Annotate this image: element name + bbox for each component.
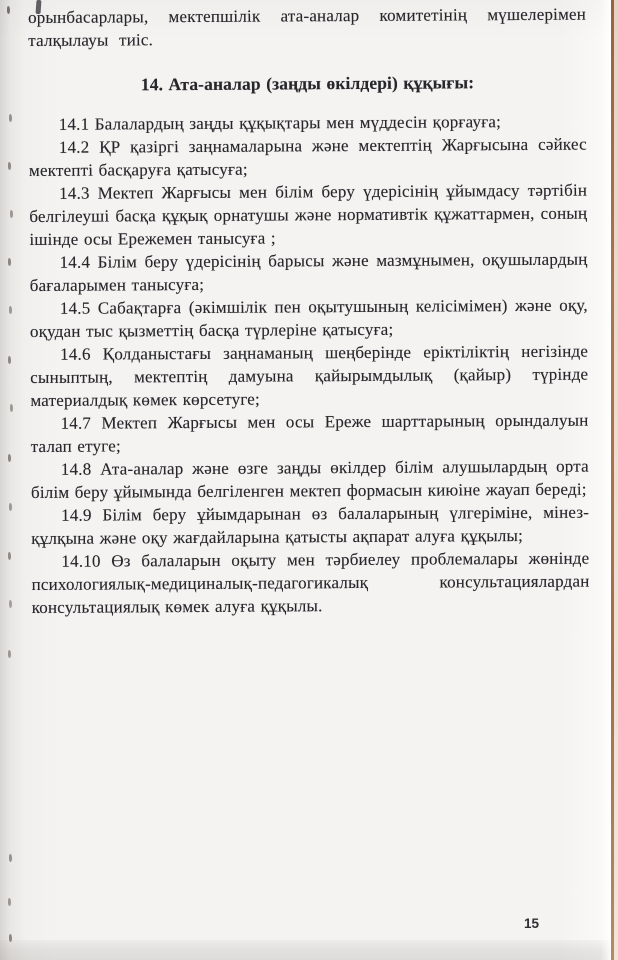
- clause-14-8: 14.8 Ата-аналар және өзге заңды өкілдер білім алушылардың орта білім беру ұйымында белгіленген мектеп формасын киюіне жауап береді;: [30, 456, 589, 502]
- paragraph-continuation: орынбасарлары, мектепшілік ата-аналар комитетінің мүшелерімен талқылауы тиіс.: [28, 4, 587, 50]
- page-text-block: [28, 3, 590, 619]
- page-number: 15: [524, 916, 540, 931]
- section-heading: 14. Ата-аналар (заңды өкілдері) құқығы:: [140, 72, 475, 95]
- clause-14-10: 14.10 Өз балаларын оқыту мен тәрбиелеу проблемалары жөнінде психологиялық-медициналық-педагогикалық консультациялардан консультациялық көмек алуға құқылы.: [31, 548, 590, 617]
- clause-14-1: 14.1 Балалардың заңды құқықтары мен мүддесін қорғауға;: [58, 112, 502, 134]
- clause-14-9: 14.9 Білім беру ұйымдарынан өз балаларының үлгеріміне, мінез-құлқына және оқу жағдайларына қатысты ақпарат алуға құқылы;: [31, 502, 590, 548]
- clause-14-7: 14.7 Мектеп Жарғысы мен осы Ереже шарттарының орындалуын талап етуге;: [30, 410, 589, 456]
- scan-bottom-shadow: [0, 940, 618, 960]
- page-edge-highlight: [601, 0, 611, 960]
- binding-marks: [7, 6, 10, 14]
- clause-14-2: 14.2 ҚР қазіргі заңнамаларына және мектептің Жарғысына сәйкес мектепті басқаруға қатысуға;: [28, 134, 587, 180]
- clause-14-4: 14.4 Білім беру үдерісінің барысы және мазмұнымен, оқушылардың бағаларымен танысуға;: [29, 249, 588, 295]
- book-edge-outer: [614, 0, 618, 960]
- clause-14-5: 14.5 Сабақтарға (әкімшілік пен оқытушының келісімімен) және оқу, оқудан тыс қызметтің басқа түрлеріне қатысуға;: [29, 295, 588, 341]
- clause-14-3: 14.3 Мектеп Жарғысы мен білім беру үдерісінің ұйымдасу тәртібін белгілеуші басқа құқық орнатушы және нормативтік құжаттармен, соның ішінде осы Ережемен танысуға ;: [29, 180, 588, 249]
- clause-14-6: 14.6 Қолданыстағы заңнаманың шеңберінде еріктіліктің негізінде сыныптың, мектептің дамуына қайырымдылық (қайыр) түрінде материалдық көмек көрсетуге;: [30, 341, 589, 410]
